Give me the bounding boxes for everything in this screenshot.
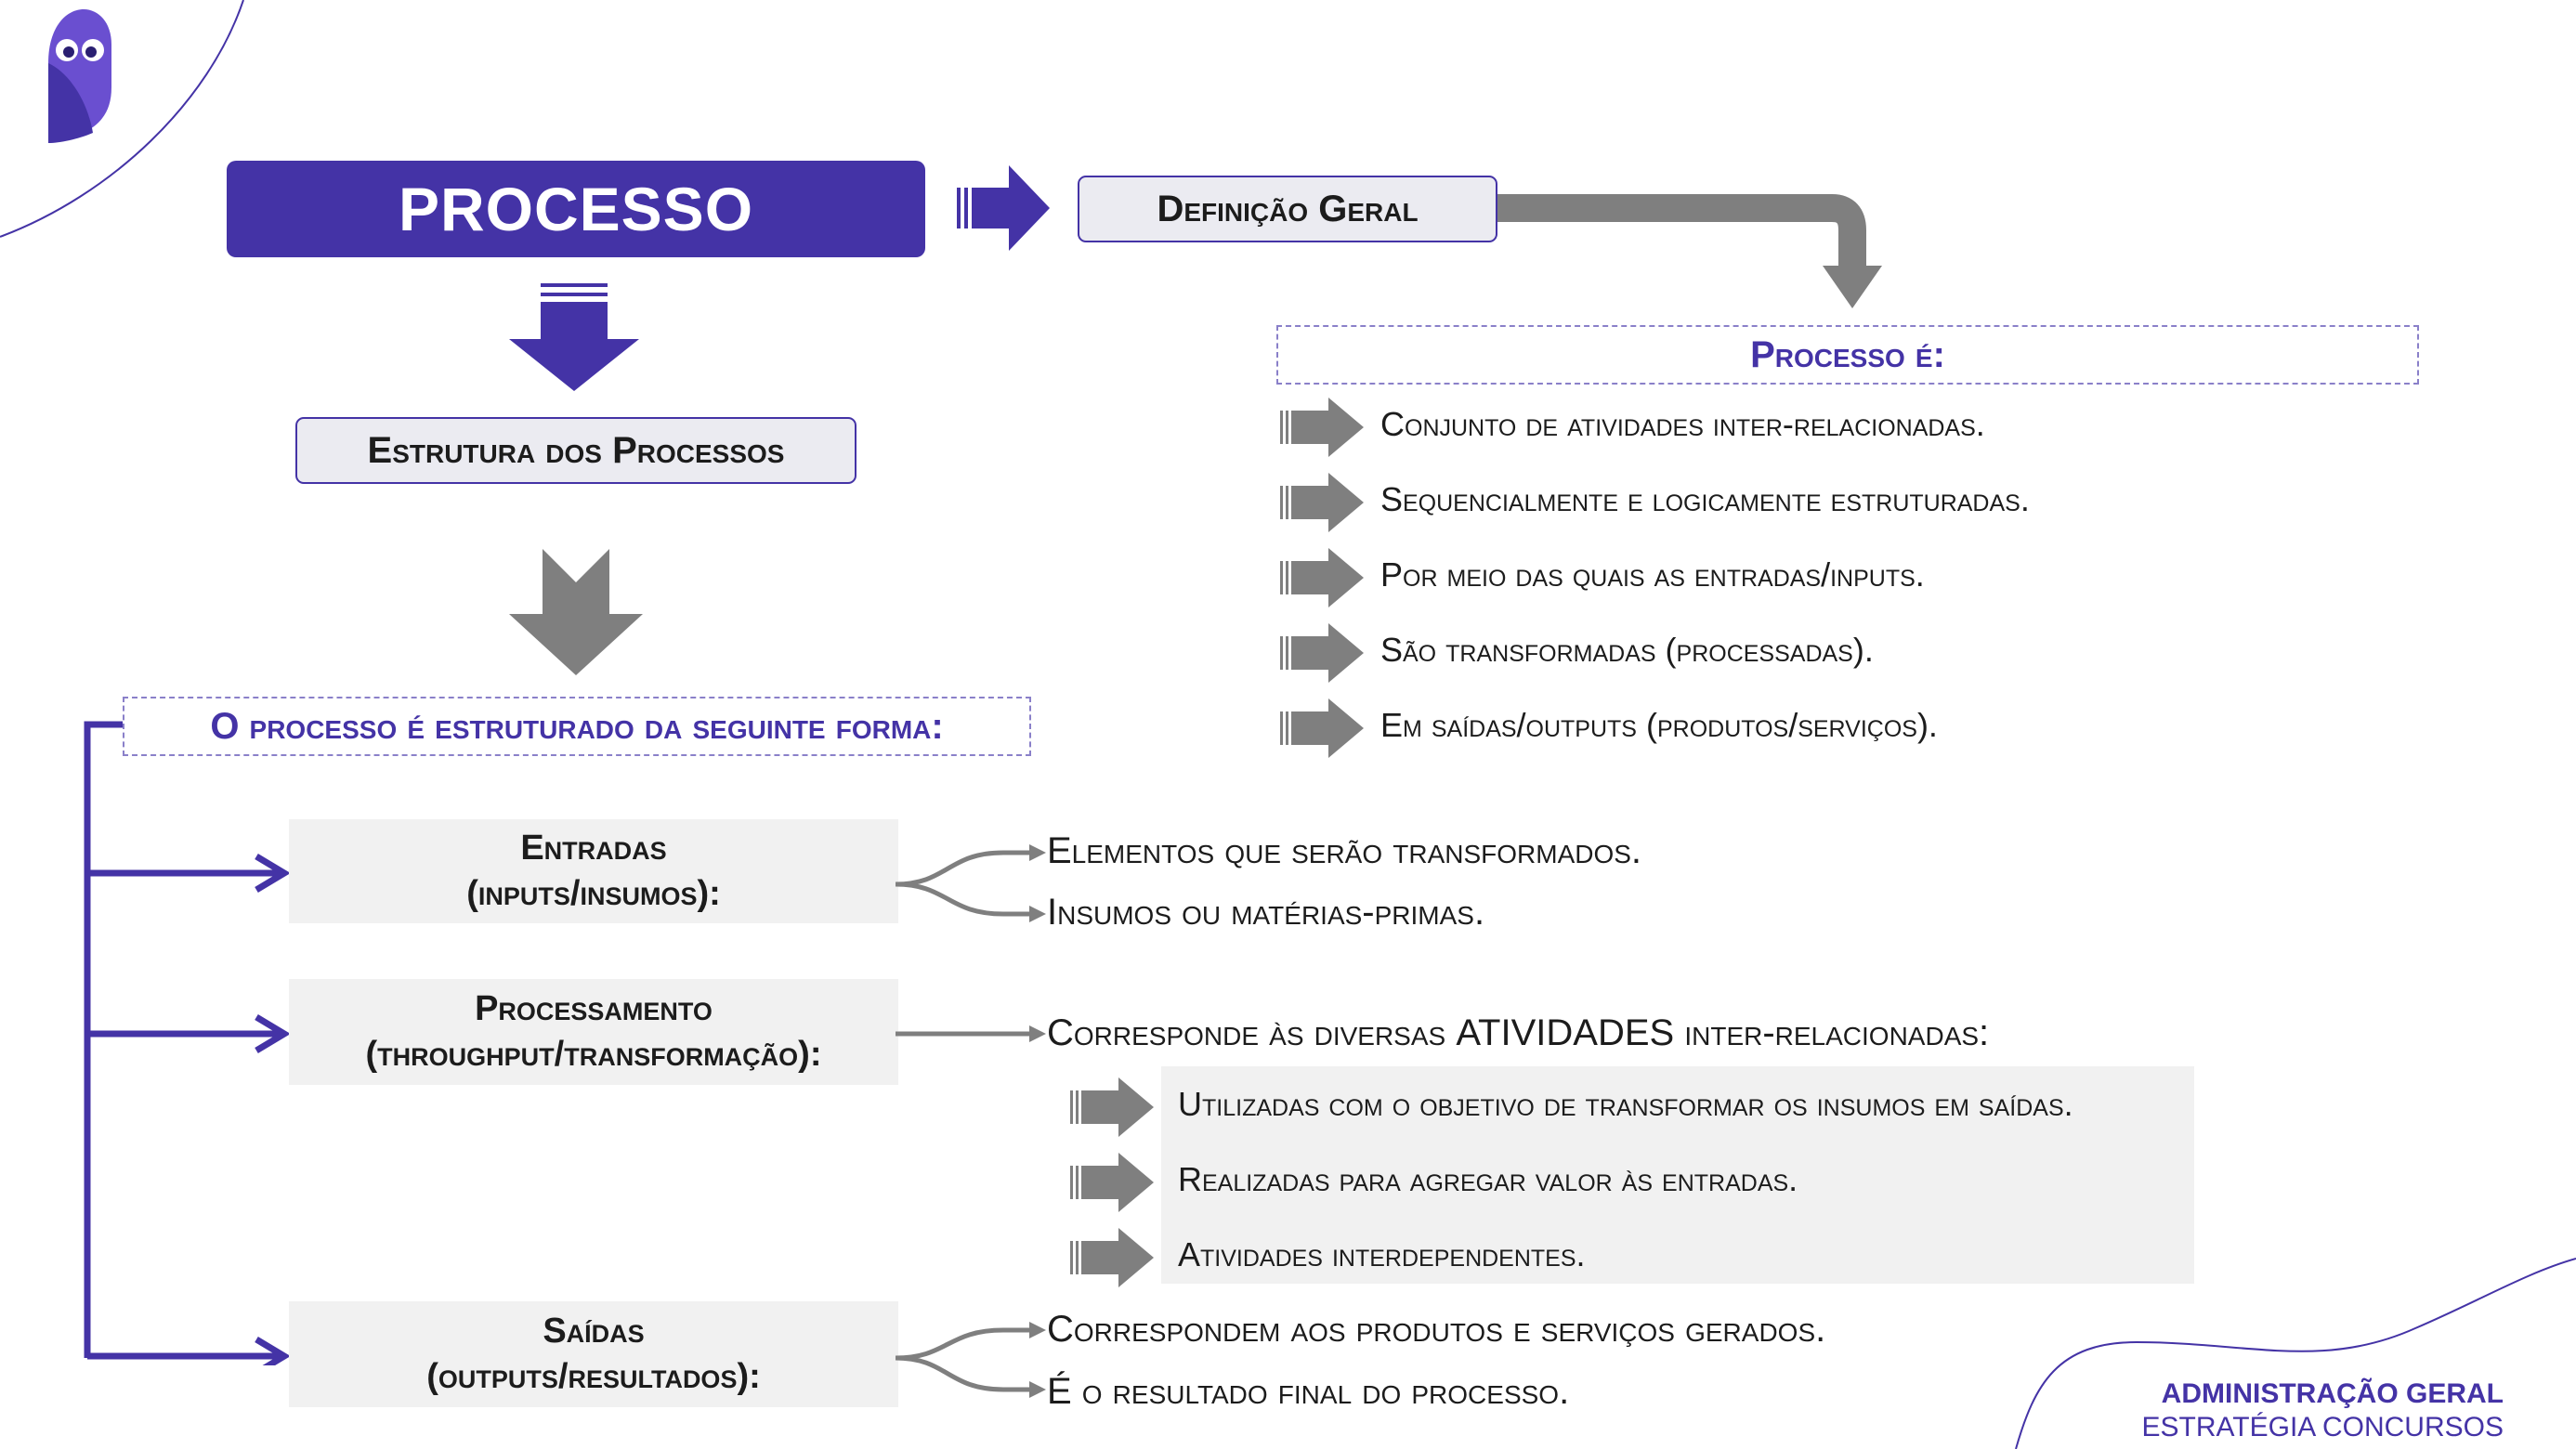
footer-subject: ADMINISTRAÇÃO GERAL (2161, 1378, 2504, 1409)
footer-brand: ESTRATÉGIA CONCURSOS (2141, 1412, 2504, 1442)
arrow-right-gray-icon (1280, 698, 1366, 758)
entradas-item: Insumos ou matérias-primas. (1047, 892, 1485, 933)
definicao-item: Sequencialmente e logicamente estruturadas. (1380, 480, 2030, 518)
structure-bracket (74, 715, 297, 1365)
definicao-item: Conjunto de atividades inter-relacionadas. (1380, 405, 1985, 443)
definicao-item: Em saídas/outputs (produtos/serviços). (1380, 706, 1938, 744)
saidas-subtitle: (outputs/resultados): (426, 1357, 761, 1396)
arrow-down-icon (509, 283, 639, 391)
arrow-right-gray-icon (1070, 1077, 1156, 1137)
arrow-right-gray-icon (1280, 548, 1366, 607)
processamento-box (289, 979, 898, 1085)
definicao-geral-label: Definição Geral (1078, 176, 1497, 242)
desc-post: inter-relacionadas: (1684, 1012, 1990, 1053)
arrow-right-gray-icon (1070, 1228, 1156, 1287)
entradas-box (289, 819, 898, 923)
saidas-box (289, 1301, 898, 1407)
arrow-right-gray-icon (1280, 473, 1366, 532)
definicao-item: Por meio das quais as entradas/inputs. (1380, 555, 1925, 594)
arrow-right-icon (957, 165, 1050, 251)
saidas-title: Saídas (543, 1311, 645, 1351)
saidas-item: É o resultado final do processo. (1047, 1371, 1570, 1412)
owl-logo (41, 7, 115, 145)
processamento-title: Processamento (475, 988, 713, 1028)
desc-pre: Corresponde às diversas (1047, 1012, 1446, 1053)
page-title: PROCESSO (227, 161, 925, 257)
arrow-down-gray-icon (509, 549, 643, 675)
arrow-right-gray-icon (1280, 398, 1366, 457)
entradas-item: Elementos que serão transformados. (1047, 830, 1642, 871)
processamento-subitem: Atividades interdependentes. (1178, 1235, 1586, 1273)
processamento-subtitle: (throughput/transformação): (365, 1035, 822, 1074)
saidas-item: Correspondem aos produtos e serviços gerados. (1047, 1309, 1826, 1350)
estruturado-heading: O processo é estruturado da seguinte forma: (123, 697, 1031, 756)
processamento-description (1047, 1012, 1989, 1054)
entradas-title: Entradas (520, 828, 667, 868)
branch-connectors (892, 817, 1050, 1412)
arrow-right-gray-icon (1070, 1153, 1156, 1212)
processamento-subitem: Realizadas para agregar valor às entradas. (1178, 1160, 1798, 1198)
desc-emphasis: ATIVIDADES (1456, 1012, 1675, 1053)
processamento-subitem: Utilizadas com o objetivo de transformar os insumos em saídas. (1178, 1085, 2073, 1123)
elbow-arrow-icon (1497, 186, 1888, 316)
entradas-subtitle: (inputs/insumos): (466, 874, 721, 913)
arrow-right-gray-icon (1280, 623, 1366, 683)
estrutura-processos-label: Estrutura dos Processos (295, 417, 856, 484)
processo-e-heading: Processo é: (1276, 325, 2419, 385)
definicao-item: São transformadas (processadas). (1380, 631, 1874, 669)
